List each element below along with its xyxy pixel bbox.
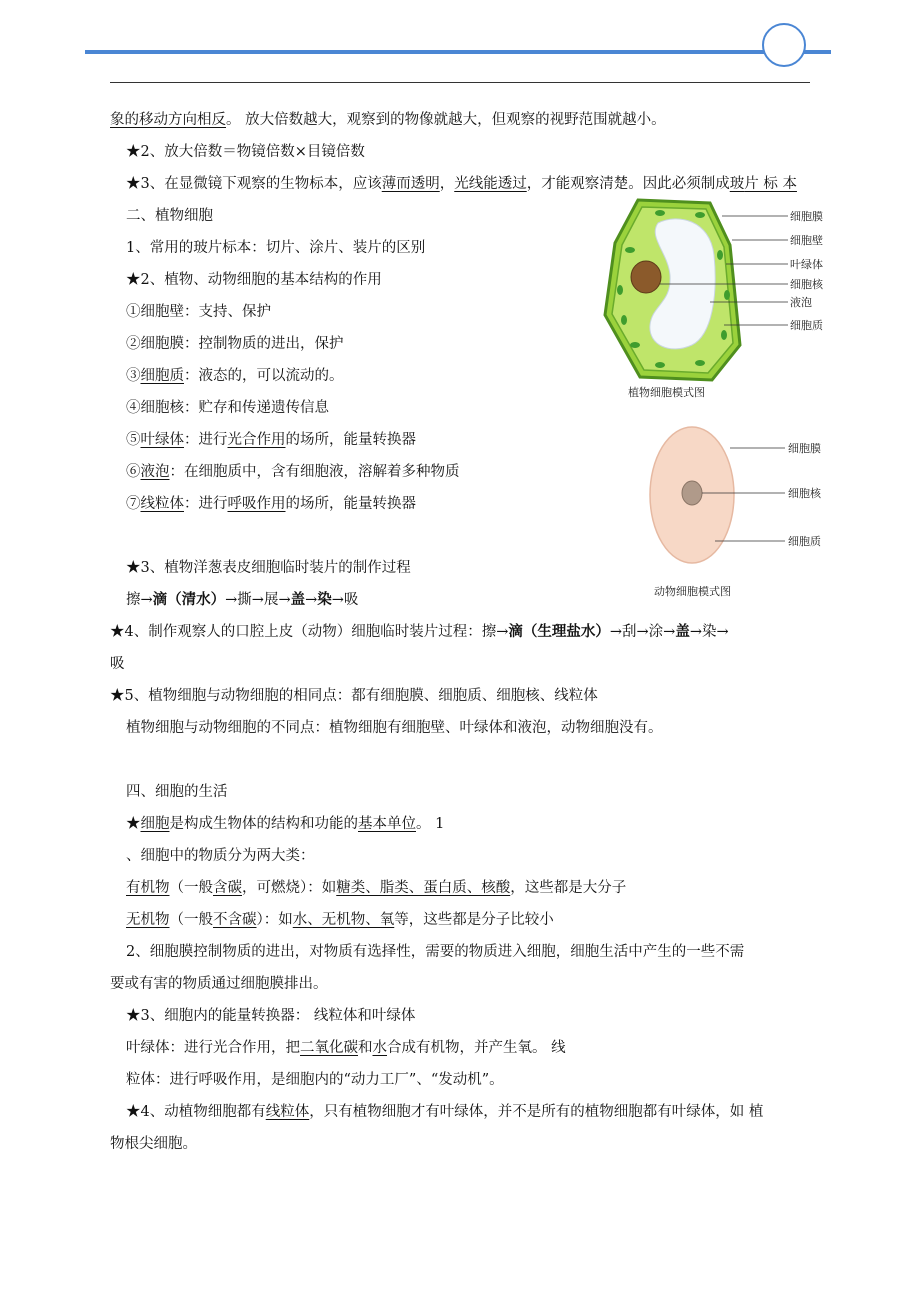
text-line-28: [126, 1038, 566, 1058]
text-line-21: [126, 814, 444, 834]
text-run: 。 放大倍数越大，观察到的物像就越大，但观察的视野范围就越小。: [226, 112, 666, 128]
plant-cell-diagram: [600, 195, 840, 405]
text-run: 的场所，能量转换器: [285, 432, 416, 448]
text-line-12: [126, 462, 460, 482]
text-line-8: ②细胞膜：控制物质的进出，保护: [126, 336, 344, 352]
text-line-30: [126, 1102, 763, 1122]
text-line-11: [126, 430, 416, 450]
underlined-term: 二氧化碳: [300, 1040, 358, 1056]
header-rule: [110, 82, 810, 83]
header-page-circle: [762, 23, 806, 67]
text-line-5: 1、常用的玻片标本：切片、涂片、装片的区别: [126, 240, 426, 256]
text-line-7: ①细胞壁：支持、保护: [126, 304, 271, 320]
text-line-2: ★2、放大倍数＝物镜倍数×目镜倍数: [126, 144, 365, 160]
text-line-16: [110, 622, 729, 642]
text-run: →撕→展→: [225, 592, 291, 608]
text-line-14: ★3、植物洋葱表皮细胞临时装片的制作过程: [126, 560, 411, 576]
text-run: （一般: [169, 912, 213, 928]
text-run: ★4、动植物细胞都有: [126, 1104, 266, 1120]
underlined-term: 光合作用: [227, 432, 286, 448]
text-run: ⑥: [126, 464, 141, 480]
text-line-26: 要或有害的物质通过细胞膜排出。: [110, 976, 328, 992]
header-accent-bar: [85, 50, 831, 54]
text-run: →染→: [689, 624, 729, 640]
underlined-term: 有机物: [126, 880, 170, 896]
text-line-18: ★5、植物细胞与动物细胞的相同点：都有细胞膜、细胞质、细胞核、线粒体: [110, 688, 598, 704]
plant-label-cytoplasm: 细胞质: [790, 319, 823, 332]
text-run: ★4、制作观察人的口腔上皮（动物）细胞临时装片过程：擦→: [110, 624, 509, 640]
text-run: ，可燃烧）：如: [242, 880, 337, 896]
text-run: ⑦: [126, 496, 141, 512]
text-line-3: [126, 174, 797, 194]
text-run: 的场所，能量转换器: [285, 496, 416, 512]
underlined-term: 糖类、脂类、蛋白质、核酸: [336, 880, 511, 896]
text-line-31: 物根尖细胞。: [110, 1136, 197, 1152]
underlined-term: 象的移动方向相反: [110, 112, 226, 128]
underlined-term: 呼吸作用: [227, 496, 286, 512]
text-run: →吸: [331, 592, 359, 608]
plant-label-vacuole: 液泡: [790, 296, 812, 309]
underlined-term: 不含碳: [213, 912, 257, 928]
text-line-23: [126, 878, 626, 898]
text-run: ：在细胞质中，含有细胞液，溶解着多种物质: [169, 464, 460, 480]
text-run: 和: [358, 1040, 373, 1056]
underlined-term: 水、无机物、氧: [292, 912, 395, 928]
underlined-term: 液泡: [140, 464, 170, 480]
text-run: ⑤: [126, 432, 141, 448]
plant-nucleus: [631, 261, 661, 293]
underlined-term: 细胞质: [140, 368, 184, 384]
text-run: ，只有植物细胞才有叶绿体，并不是所有的植物细胞都有叶绿体，如 植: [309, 1104, 764, 1120]
animal-label-cytoplasm: 细胞质: [788, 535, 821, 548]
underlined-term: 基本单位: [358, 816, 416, 832]
text-line-6: ★2、植物、动物细胞的基本结构的作用: [126, 272, 382, 288]
underlined-term: 线粒体: [140, 496, 184, 512]
text-run: ：进行: [184, 496, 228, 512]
text-line-24: [126, 910, 554, 930]
text-line-19: 植物细胞与动物细胞的不同点：植物细胞有细胞壁、叶绿体和液泡，动物细胞没有。: [126, 720, 663, 736]
bold-term: 盖: [675, 623, 690, 640]
text-run: →: [305, 592, 318, 608]
underlined-term: 无机物: [126, 912, 170, 928]
underlined-term: 线粒体: [265, 1104, 310, 1120]
plant-label-membrane: 细胞膜: [790, 210, 823, 223]
underlined-term: 叶绿体: [140, 432, 184, 448]
text-line-29: 粒体：进行呼吸作用，是细胞内的“动力工厂”、“发动机”。: [126, 1072, 504, 1088]
text-line-15: [126, 590, 358, 610]
text-run: →刮→涂→: [609, 624, 676, 640]
section-heading-plant-cell: 二、植物细胞: [126, 208, 213, 224]
text-run: 叶绿体：进行光合作用，把: [126, 1040, 300, 1056]
text-run: 等，这些都是分子比较小: [394, 912, 554, 928]
underlined-term: 玻: [729, 176, 745, 192]
text-line-25: 2、细胞膜控制物质的进出，对物质有选择性，需要的物质进入细胞，细胞生活中产生的一些不需: [126, 944, 745, 960]
bold-term: 滴（清水）: [152, 591, 226, 608]
underlined-term: 光线能透过: [454, 176, 527, 192]
underlined-term: 水: [372, 1040, 387, 1056]
section-heading-cell-life: 四、细胞的生活: [126, 784, 228, 800]
bold-term: 染: [317, 591, 332, 608]
plant-label-chloroplast: 叶绿体: [790, 258, 823, 271]
text-run: ）：如: [256, 912, 293, 928]
text-run: ：液态的，可以流动的。: [184, 368, 344, 384]
text-line-13: [126, 494, 416, 514]
animal-nucleus: [682, 481, 702, 505]
animal-label-membrane: 细胞膜: [788, 442, 821, 455]
text-run: ，: [439, 176, 455, 192]
text-run: ③: [126, 368, 141, 384]
text-run: ：进行: [184, 432, 228, 448]
text-run: 合成有机物，并产生氧。 线: [387, 1040, 566, 1056]
animal-cell-diagram: [640, 425, 840, 605]
plant-figure-caption: 植物细胞模式图: [628, 386, 705, 399]
animal-label-nucleus: 细胞核: [788, 487, 821, 500]
text-line-9: [126, 366, 344, 386]
text-line-1: [110, 110, 666, 130]
text-run: 擦→: [126, 592, 153, 608]
text-run: ★: [126, 816, 141, 832]
text-run: ，这些都是大分子: [510, 880, 627, 896]
plant-label-nucleus: 细胞核: [790, 278, 823, 291]
animal-figure-caption: 动物细胞模式图: [654, 585, 731, 598]
bold-term: 盖: [290, 591, 306, 608]
underlined-term: 细胞: [140, 816, 170, 832]
text-run: （一般: [169, 880, 213, 896]
text-line-22: 、细胞中的物质分为两大类：: [126, 848, 315, 864]
plant-label-wall: 细胞壁: [790, 234, 823, 247]
underlined-term: 薄而透明: [381, 176, 440, 192]
text-run: 。 1: [416, 816, 445, 832]
underlined-term: 片 标 本: [744, 176, 797, 192]
text-run: ，才能观察清楚。因此必须制成: [526, 176, 730, 192]
text-line-27: ★3、细胞内的能量转换器： 线粒体和叶绿体: [126, 1008, 416, 1024]
text-run: 是构成生物体的结构和功能的: [169, 816, 358, 832]
underlined-term: 含碳: [213, 880, 242, 896]
text-line-10: ④细胞核：贮存和传递遗传信息: [126, 400, 329, 416]
text-run: ★3、在显微镜下观察的生物标本，应该: [126, 176, 382, 192]
bold-term: 滴（生理盐水）: [508, 623, 610, 640]
text-line-17: 吸: [110, 656, 125, 672]
